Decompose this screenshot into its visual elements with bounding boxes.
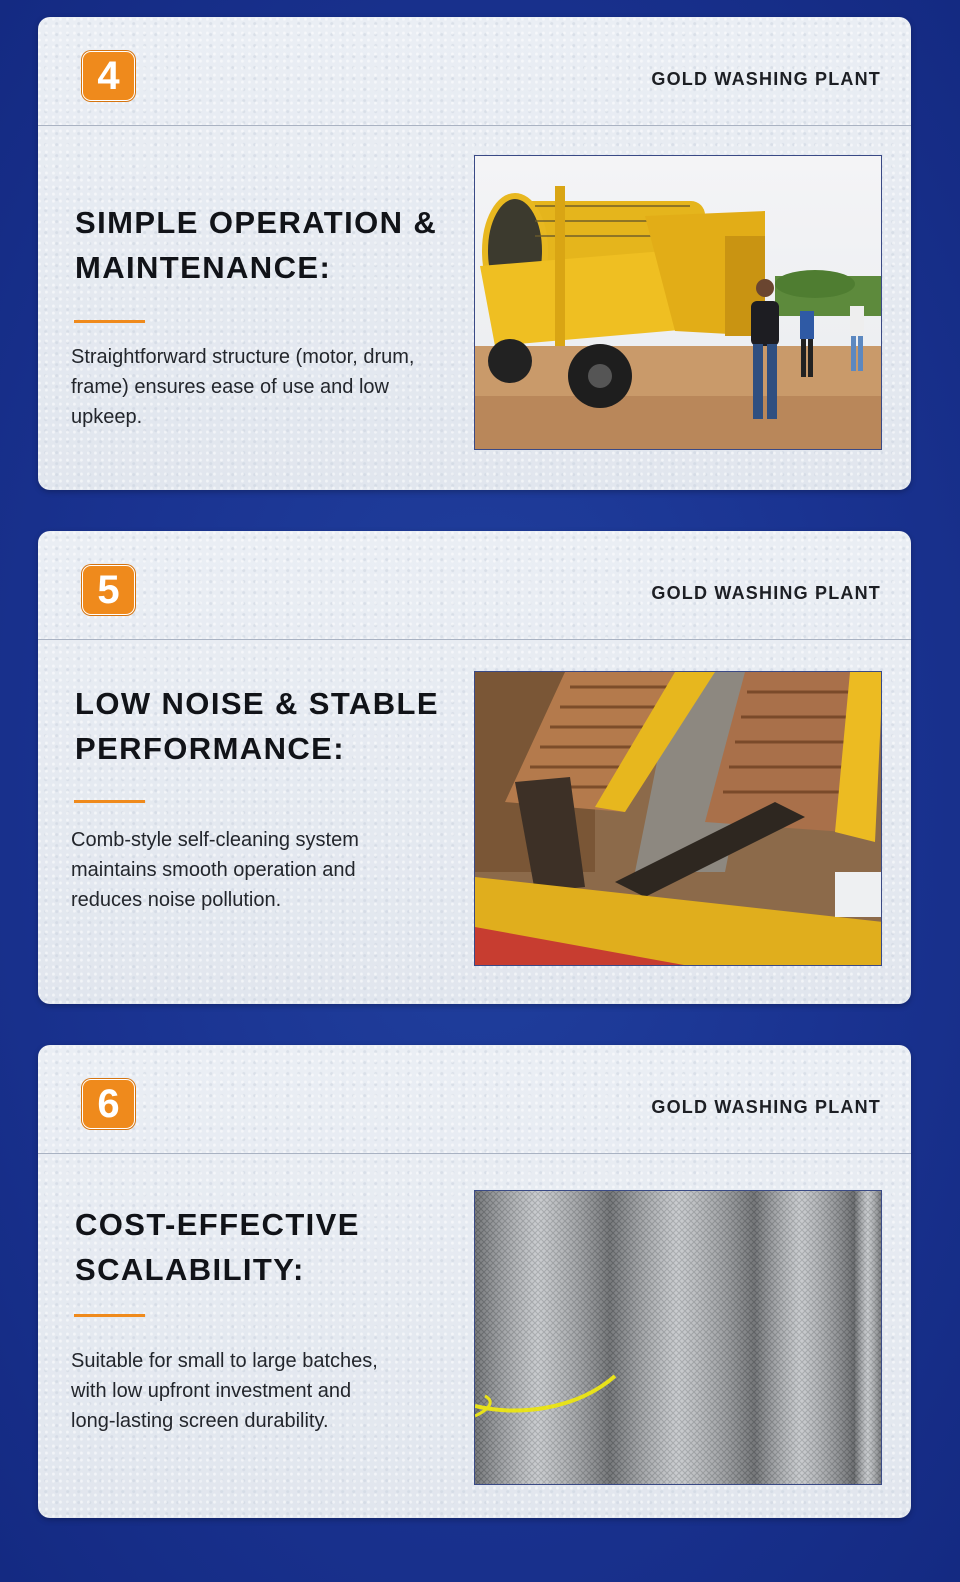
desc-line: frame) ensures ease of use and low — [71, 376, 389, 398]
title-line: COST-EFFECTIVE — [75, 1207, 360, 1242]
title-line: SIMPLE OPERATION & — [75, 205, 438, 240]
card-title — [75, 1202, 475, 1292]
desc-line: Straightforward structure (motor, drum, — [71, 346, 415, 368]
desc-line: long-lasting screen durability. — [71, 1410, 329, 1432]
feature-card-4 — [38, 17, 911, 490]
desc-line: Comb-style self-cleaning system — [71, 829, 359, 851]
card-header — [38, 531, 911, 640]
card-title — [75, 200, 475, 290]
feature-card-6 — [38, 1045, 911, 1518]
wire-mesh-screen-rolls-photo — [474, 1190, 882, 1485]
feature-card-5 — [38, 531, 911, 1004]
number-badge: 5 — [82, 565, 135, 615]
sluice-box-chutes-photo — [474, 671, 882, 966]
card-header — [38, 1045, 911, 1154]
card-description — [71, 1346, 471, 1436]
desc-line: maintains smooth operation and — [71, 859, 356, 881]
desc-line: Suitable for small to large batches, — [71, 1350, 378, 1372]
accent-divider — [74, 1314, 145, 1317]
yellow-trommel-machine-photo — [474, 155, 882, 450]
number-badge: 4 — [82, 51, 135, 101]
desc-line: upkeep. — [71, 406, 143, 428]
card-header — [38, 17, 911, 126]
accent-divider — [74, 320, 145, 323]
card-description — [71, 342, 471, 432]
title-line: SCALABILITY: — [75, 1252, 305, 1287]
product-label: GOLD WASHING PLANT — [651, 583, 881, 603]
card-description — [71, 825, 471, 915]
desc-line: with low upfront investment and — [71, 1380, 352, 1402]
card-title — [75, 681, 475, 771]
desc-line: reduces noise pollution. — [71, 889, 282, 911]
title-line: LOW NOISE & STABLE — [75, 686, 439, 721]
title-line: MAINTENANCE: — [75, 250, 332, 285]
title-line: PERFORMANCE: — [75, 731, 345, 766]
product-label: GOLD WASHING PLANT — [651, 69, 881, 89]
accent-divider — [74, 800, 145, 803]
number-badge: 6 — [82, 1079, 135, 1129]
product-label: GOLD WASHING PLANT — [651, 1097, 881, 1117]
